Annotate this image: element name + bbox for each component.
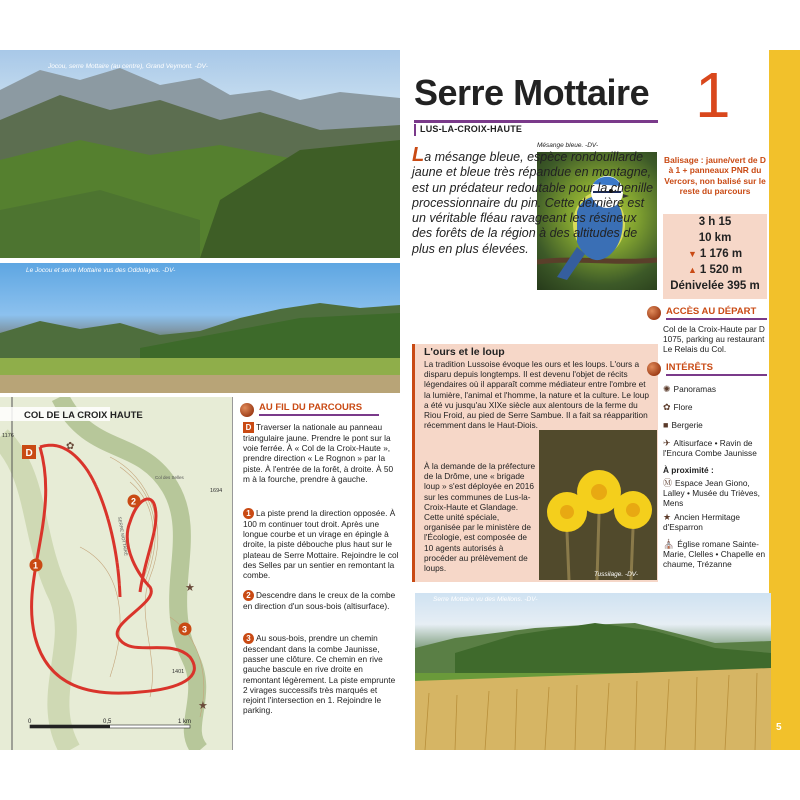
triangle-up-icon: ▲: [687, 265, 697, 275]
map-start-marker: D: [25, 448, 33, 459]
route-step-D: [243, 422, 401, 484]
mid-photo-caption: Le Jocou et serre Mottaire vus des Oddolayes. -DV-: [26, 267, 176, 274]
balisage-info: Balisage : jaune/vert de D à 1 + panneaux PNR du Vercors, non balisé sur le reste du parcours: [664, 155, 766, 197]
step-text: Descendre dans le creux de la combe en direction d'un sous-bois (altisurface).: [243, 590, 396, 611]
triangle-down-icon: ▼: [687, 249, 697, 259]
step-text: La piste prend la direction opposée. À 100 m continuer tout droit. Après une longue courbe et un virage en épingle à droite, la piste débouche plus haut sur le plateau de Serre Mottaire. Rejoindre le col des Selles par un sentier en remontant la combe.: [243, 508, 399, 581]
wheat-field-scenery: [415, 593, 771, 750]
fil-section-underline: [259, 414, 379, 416]
map-serre-mottaire-label: SERRE MOTTAIRE: [117, 516, 129, 557]
stat-distance: 10 km: [698, 232, 732, 244]
museum-icon: Ⓜ: [663, 478, 673, 488]
interet-bergerie: ■ Bergerie: [663, 420, 703, 430]
map-spot-1694: 1694: [210, 488, 223, 494]
acces-section-bullet-icon: [647, 306, 661, 320]
acces-text: Col de la Croix-Haute par D 1075, parking au restaurant Le Relais du Col.: [663, 324, 765, 355]
step-text: Au sous-bois, prendre un chemin descendant dans la combe Jaunisse, passer une clôture. Ce chemin en rive gauche bascule en rive droite en remontant légèrement. La piste emprunte 2 virages successifs très marqués et rejoint l'intersection en 1. Rejoindre le parking.: [243, 633, 396, 716]
title-underline: [414, 120, 658, 123]
fil-section-bullet-icon: [240, 403, 254, 417]
plane-icon: ✈: [663, 438, 671, 448]
top-photo-caption: Jocou, serre Mottaire (au centre), Grand Veymont. -DV-: [48, 63, 208, 70]
map-scale-half: 0,5: [103, 719, 112, 725]
interet-flore: ✿ Flore: [663, 402, 693, 412]
page-number: 5: [776, 722, 782, 733]
proximite-label: À proximité :: [663, 465, 714, 475]
step-marker-3: 3: [243, 633, 254, 644]
proximite-musees: Ⓜ Espace Jean Giono, Lalley • Musée du Trièves, Mens: [663, 478, 760, 509]
map-scale-1km: 1 km: [178, 719, 192, 725]
interets-section-heading: INTÉRÊTS: [666, 362, 713, 373]
star-icon: ★: [663, 512, 672, 522]
ours-loup-title: L'ours et le loup: [424, 346, 505, 358]
map-scale-0: 0: [28, 719, 32, 725]
route-number: 1: [695, 59, 731, 131]
map-flower-icon: ✿: [66, 441, 75, 452]
photo-mountains-panorama: [0, 50, 400, 258]
stat-alt-min: ▼ 1 176 m: [687, 248, 743, 260]
stats-box: [663, 214, 767, 299]
step-marker-1: 1: [243, 508, 254, 519]
map-spot-1176: 1176: [2, 433, 14, 439]
route-step-3: [243, 633, 401, 715]
panorama-icon: ✺: [663, 384, 671, 394]
map-waypoint-2: 2: [131, 496, 137, 507]
trail-map: [0, 397, 233, 750]
page-title: Serre Mottaire: [414, 72, 650, 113]
page-edge-band: [769, 50, 800, 750]
interet-panoramas: ✺ Panoramas: [663, 384, 716, 394]
flower-photo-caption: Tussilage. -DV-: [594, 571, 639, 578]
map-waypoint-3: 3: [182, 624, 188, 635]
route-step-1: [243, 508, 401, 580]
page-subtitle: LUS-LA-CROIX-HAUTE: [420, 124, 523, 134]
bottom-photo-caption: Serre Mottaire vu des Miellons. -DV-: [433, 596, 538, 603]
interets-section-underline: [666, 374, 767, 376]
fil-section-heading: AU FIL DU PARCOURS: [259, 402, 363, 413]
coltsfoot-illustration: [539, 430, 657, 580]
map-star-icon: ★: [185, 581, 195, 594]
photo-mid-scenery: [0, 263, 400, 393]
map-star-icon: ★: [198, 699, 208, 712]
ours-loup-text-main: La tradition Lussoise évoque les ours et les loups. L'ours a disparu depuis longtemps. Il est devenu l'objet de récits légendaires où il apparaît comme médiateur entre l'ombre et la lumière, l'animal et l'homme, la nature et la culture. Le loup a été vu jusqu'au XIXe siècle aux alentours de la ferme du Riou Froid, au pied de Serre Sambue. Il a fait sa réapparition récemment dans le Haut-Diois.: [424, 359, 649, 431]
ours-loup-accent-bar: [412, 344, 415, 582]
stat-denivele: Dénivelée 395 m: [670, 280, 760, 292]
map-spot-1401: 1401: [172, 669, 185, 675]
step-marker-D: D: [243, 422, 254, 433]
map-col-selles-label: Col des Selles: [155, 475, 184, 480]
step-text: Traverser la nationale au panneau triangulaire jaune. Prendre le pont sur la voie ferrée. À « Col de la Croix-Haute », prendre direction « Le Rognon » par la piste. À l'entrée de la forêt, à droite. À 50 m à la fourche, prendre à gauche.: [243, 422, 394, 484]
acces-section-heading: ACCÈS AU DÉPART: [666, 306, 757, 317]
ours-loup-text-column: À la demande de la préfecture de la Drôme, une « brigade loup » s'est déployée en 2016 sur les communes de Lus-la-Croix-Haute et Glandage. Cette unité spéciale, organisée par le ministère de l'Écologie, est composée de 10 agents autorisés à procéder au prélèvement de loups.: [424, 461, 536, 574]
route-step-2: [243, 590, 401, 611]
stat-duration: 3 h 15: [698, 216, 732, 228]
bird-photo-caption: Mésange bleue. -DV-: [537, 142, 599, 149]
acces-section-underline: [666, 318, 767, 320]
photo-coltsfoot: [539, 430, 657, 580]
photo-wheat-field: [415, 593, 771, 750]
intro-text: a mésange bleue, espèce rondouillarde jaune et bleue très répandue en montagne, est un prédateur redoutable pour la chenille processionnaire du pin. Cette dernière est un véritable fléau ravageant les résineux des forêts de la région à des altitudes de plus en plus élevées.: [412, 150, 654, 256]
interets-section-bullet-icon: [647, 362, 661, 376]
photo-meadow-mountains: [0, 263, 400, 393]
photo-top-scenery: [0, 50, 400, 258]
proximite-eglise: ⛪ Église romane Sainte-Marie, Clelles • Chapelle en chaume, Trézanne: [663, 539, 766, 570]
church-icon: ⛪: [663, 539, 675, 549]
intro-drop-letter: L: [412, 144, 425, 166]
flower-icon: ✿: [663, 402, 671, 412]
interet-altisurface: ✈ Altisurface • Ravin de l'Encura Combe Jaunisse: [663, 438, 757, 459]
step-marker-2: 2: [243, 590, 254, 601]
map-col-label: COL DE LA CROIX HAUTE: [24, 410, 143, 421]
trail-map-graphic: [0, 397, 232, 750]
stat-alt-max: ▲ 1 520 m: [687, 264, 743, 276]
subtitle-bar: [414, 124, 416, 136]
proximite-hermitage: ★ Ancien Hermitage d'Esparron: [663, 512, 741, 533]
sheep-icon: ■: [663, 420, 669, 430]
map-waypoint-1: 1: [33, 560, 39, 571]
